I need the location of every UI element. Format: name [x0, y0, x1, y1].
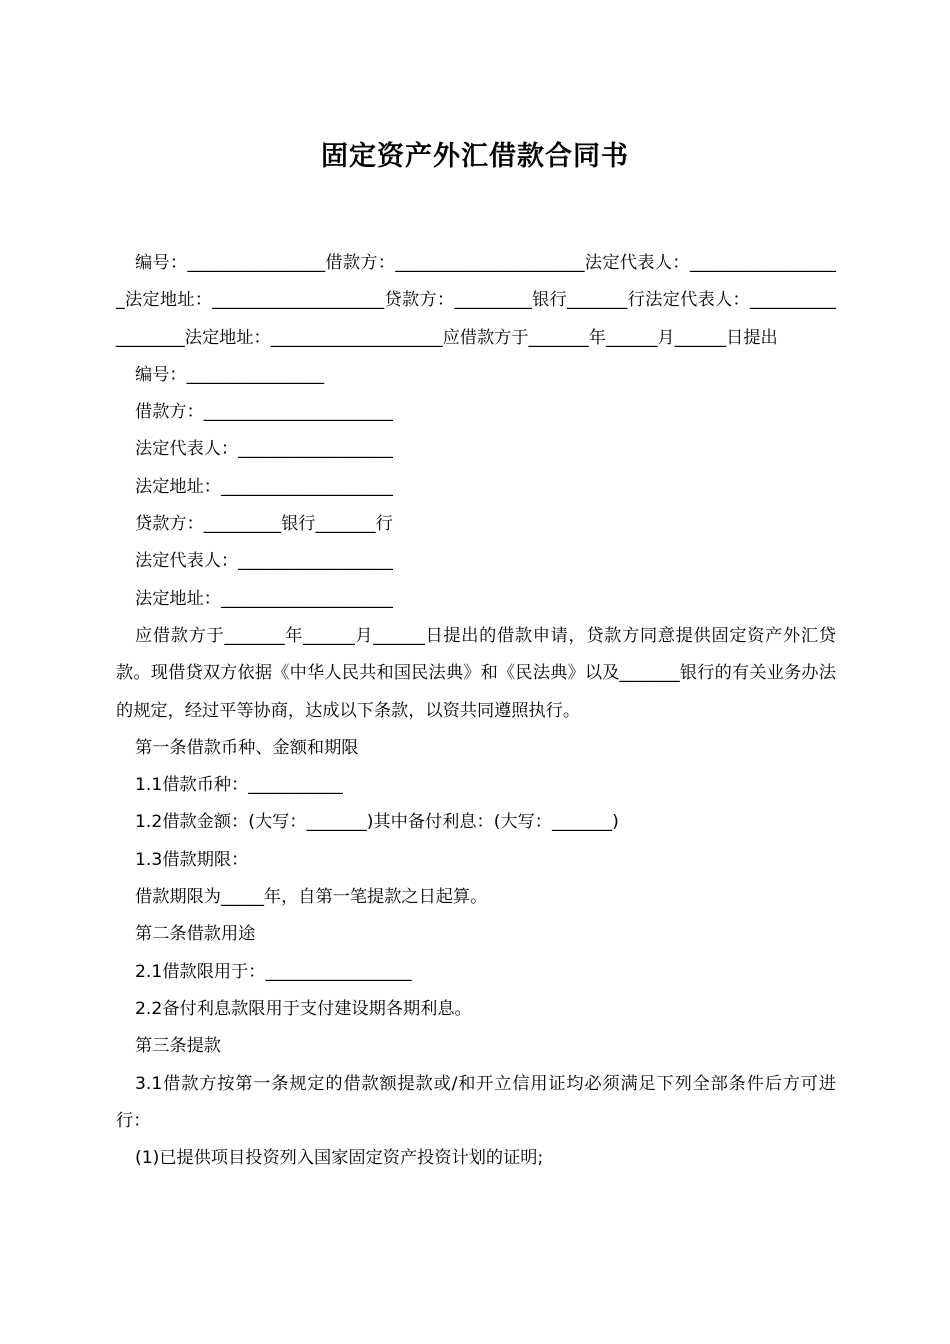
clause-1-1: 1.1借款币种：___________ — [135, 775, 343, 796]
lender-legal-rep-line: 法定代表人：__________________ — [135, 551, 393, 572]
loan-term-line: 借款期限为_____年，自第一笔提款之日起算。 — [135, 887, 488, 908]
document-body — [116, 245, 836, 1177]
borrower-line: 借款方：______________________ — [135, 402, 393, 423]
borrower-address-line: 法定地址：____________________ — [135, 476, 393, 497]
article-1-heading: 第一条借款币种、金额和期限 — [135, 737, 359, 758]
borrower-legal-rep-line: 法定代表人：__________________ — [135, 439, 393, 460]
article-2-heading: 第二条借款用途 — [135, 924, 256, 945]
lender-line: 贷款方：_________银行_______行 — [135, 514, 393, 535]
condition-1: (1)已提供项目投资列入国家固定资产投资计划的证明; — [135, 1148, 544, 1169]
clause-1-2: 1.2借款金额：(大写：_______)其中备付利息：(大写：_______) — [135, 812, 619, 833]
clause-1-3: 1.3借款期限： — [135, 849, 249, 870]
clause-3-1: 3.1借款方按第一条规定的借款额提款或/和开立信用证均必须满足下列全部条件后方可进行： — [116, 1073, 836, 1131]
contract-number-line: 编号：________________ — [135, 364, 325, 385]
lender-address-line: 法定地址：____________________ — [135, 588, 393, 609]
clause-2-2: 2.2备付利息款限用于支付建设期各期利息。 — [135, 998, 472, 1019]
header-info-paragraph: 编号：________________借款方：______________________法定代表人：__________________法定地址：____________________贷款方：_________银行_______行法定代表人：__________________法定地址：____________________应借款方于_______年______月______日提出 — [116, 253, 836, 348]
document-title: 固定资产外汇借款合同书 — [321, 141, 629, 172]
preamble-paragraph: 应借款方于_______年______月______日提出的借款申请，贷款方同意提供固定资产外汇贷款。现借贷双方依据《中华人民共和国民法典》和《民法典》以及_______银行的有关业务办法的规定，经过平等协商，达成以下条款，以资共同遵照执行。 — [116, 625, 836, 721]
clause-2-1: 2.1借款限用于：_________________ — [135, 961, 412, 982]
article-3-heading: 第三条提款 — [135, 1036, 221, 1057]
